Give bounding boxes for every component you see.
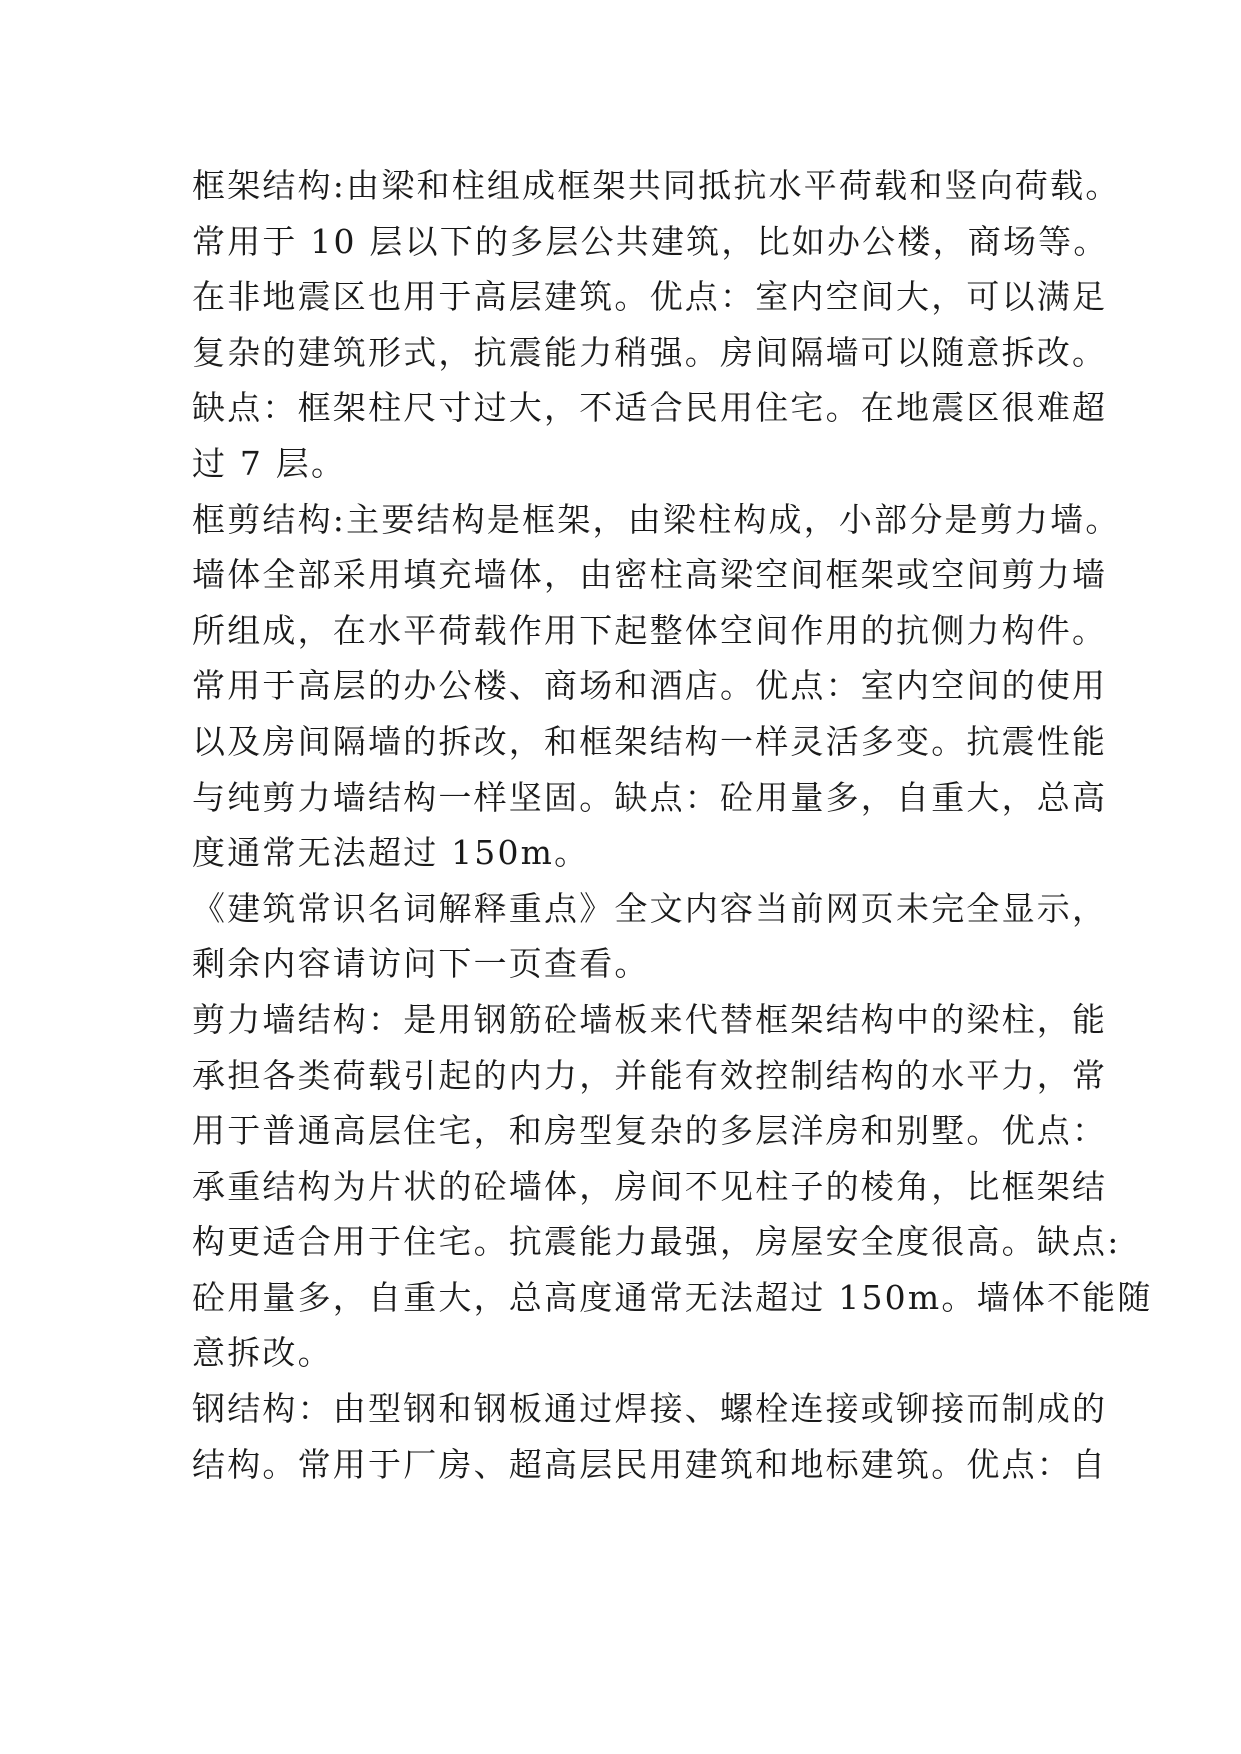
text-line: 剩余内容请访问下一页查看。 <box>192 944 650 984</box>
text-line: 砼用量多，自重大，总高度通常无法超过 150m。墙体不能随 <box>192 1277 1153 1317</box>
text-line: 意拆改。 <box>192 1333 333 1373</box>
text-line: 过 7 层。 <box>192 443 347 483</box>
text-line: 承重结构为片状的砼墙体，房间不见柱子的棱角，比框架结 <box>192 1166 1108 1206</box>
text-line: 复杂的建筑形式，抗震能力稍强。房间隔墙可以随意拆改。 <box>192 332 1108 372</box>
text-line: 框架结构:由梁和柱组成框架共同抵抗水平荷载和竖向荷载。 <box>192 166 1121 205</box>
text-line: 剪力墙结构：是用钢筋砼墙板来代替框架结构中的梁柱，能 <box>192 999 1108 1039</box>
text-line: 钢结构：由型钢和钢板通过焊接、螺栓连接或铆接而制成的 <box>192 1389 1108 1429</box>
text-line: 用于普通高层住宅，和房型复杂的多层洋房和别墅。优点： <box>192 1111 1108 1151</box>
text-line: 结构。常用于厂房、超高层民用建筑和地标建筑。优点：自 <box>192 1444 1108 1484</box>
text-line: 缺点：框架柱尺寸过大，不适合民用住宅。在地震区很难超 <box>192 388 1108 428</box>
text-line: 与纯剪力墙结构一样坚固。缺点：砼用量多，自重大，总高 <box>192 777 1108 817</box>
text-line: 以及房间隔墙的拆改，和框架结构一样灵活多变。抗震性能 <box>192 721 1108 761</box>
text-line: 墙体全部采用填充墙体，由密柱高梁空间框架或空间剪力墙 <box>192 555 1108 595</box>
text-line: 承担各类荷载引起的内力，并能有效控制结构的水平力，常 <box>192 1055 1108 1095</box>
text-line: 构更适合用于住宅。抗震能力最强，房屋安全度很高。缺点: <box>192 1222 1121 1262</box>
document-body <box>192 158 1153 1492</box>
text-line: 度通常无法超过 150m。 <box>192 833 590 873</box>
text-line: 所组成，在水平荷载作用下起整体空间作用的抗侧力构件。 <box>192 610 1108 650</box>
text-line: 常用于高层的办公楼、商场和酒店。优点：室内空间的使用 <box>192 666 1108 706</box>
text-line: 《建筑常识名词解释重点》全文内容当前网页未完全显示， <box>192 888 1108 928</box>
text-line: 在非地震区也用于高层建筑。优点：室内空间大，可以满足 <box>192 277 1108 317</box>
text-line: 框剪结构:主要结构是框架，由梁柱构成，小部分是剪力墙。 <box>192 499 1121 539</box>
text-line: 常用于 10 层以下的多层公共建筑，比如办公楼，商场等。 <box>192 221 1109 261</box>
